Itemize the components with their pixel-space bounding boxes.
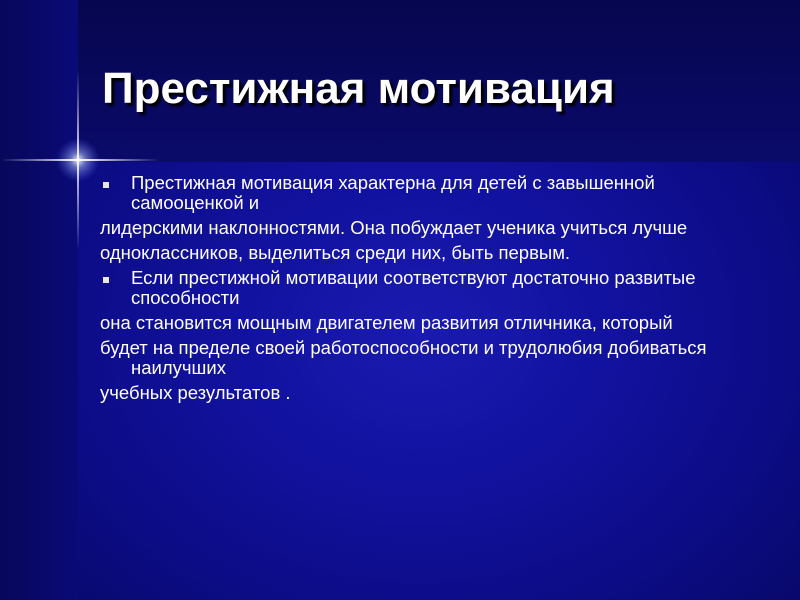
paragraph-text: Престижная мотивация характерна для детей с завышенной самооценкой и	[131, 172, 655, 213]
paragraph-7	[100, 383, 750, 403]
paragraph-5	[100, 313, 750, 333]
paragraph-text: будет на пределе своей работоспособности и трудолюбия добиваться наилучших	[100, 337, 707, 378]
paragraph-text: она становится мощным двигателем развития отличника, который	[100, 312, 673, 333]
paragraph-6	[100, 338, 750, 378]
paragraph-2	[100, 218, 750, 238]
square-bullet-icon	[103, 182, 109, 188]
left-band	[0, 0, 78, 600]
paragraph-1	[100, 173, 750, 213]
slide-title: Престижная мотивация	[102, 64, 615, 113]
paragraph-text: одноклассников, выделиться среди них, быть первым.	[100, 242, 571, 263]
slide-body	[100, 173, 750, 408]
paragraph-text: лидерскими наклонностями. Она побуждает ученика учиться лучше	[100, 217, 688, 238]
paragraph-text: учебных результатов .	[100, 382, 291, 403]
paragraph-text: Если престижной мотивации соответствуют достаточно развитые способности	[131, 267, 696, 308]
paragraph-3	[100, 243, 750, 263]
square-bullet-icon	[103, 277, 109, 283]
paragraph-4	[100, 268, 750, 308]
